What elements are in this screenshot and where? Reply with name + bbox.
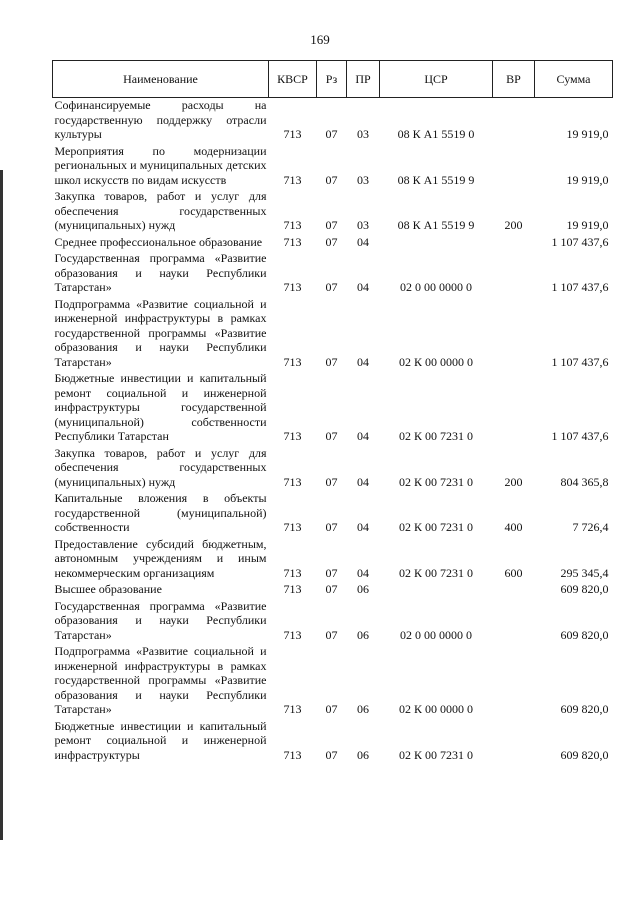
cell-kvsr: 713 (283, 218, 302, 232)
header-kvsr: КВСР (269, 61, 317, 98)
cell-name: Государственная программа «Развитие образования и науки Республики Татарстан» (54, 251, 267, 294)
cell-rz: 07 (325, 474, 338, 489)
cell-pr: 04 (357, 429, 369, 443)
cell-csr: 02 К 00 7231 0 (398, 429, 473, 443)
cell-sum: 19 919,0 (566, 172, 609, 187)
cell-name: Закупка товаров, работ и услуг для обеспечения государственных (муниципальных) нужд (54, 445, 267, 489)
cell-vr (493, 251, 535, 297)
cell-kvsr: 713 (283, 429, 302, 443)
cell-sum: 609 820,0 (560, 627, 609, 642)
cell-rz: 07 (325, 218, 338, 232)
cell-vr: 600 (504, 565, 523, 580)
cell-vr (493, 719, 535, 765)
cell-kvsr: 713 (283, 354, 302, 369)
cell-csr: 02 0 00 0000 0 (400, 627, 472, 642)
cell-kvsr: 713 (283, 702, 302, 716)
cell-name: Высшее образование (54, 582, 162, 596)
table-row (53, 644, 613, 719)
cell-vr (493, 371, 535, 446)
header-csr: ЦСР (380, 61, 493, 98)
cell-csr (380, 235, 493, 252)
cell-vr: 200 (504, 218, 523, 232)
cell-pr: 04 (357, 280, 369, 294)
table-row (53, 371, 613, 446)
table-row (53, 235, 613, 252)
cell-sum: 804 365,8 (560, 474, 609, 489)
header-vr: ВР (493, 61, 535, 98)
cell-kvsr: 713 (283, 520, 302, 534)
cell-csr: 02 К 00 0000 0 (398, 354, 473, 369)
cell-vr (493, 98, 535, 144)
cell-pr: 06 (357, 627, 369, 642)
table-row (53, 491, 613, 537)
cell-sum: 1 107 437,6 (551, 234, 609, 249)
table-row (53, 537, 613, 583)
cell-sum: 19 919,0 (566, 218, 609, 232)
header-pr: ПР (347, 61, 380, 98)
cell-pr: 04 (357, 565, 369, 580)
cell-name: Бюджетные инвестиции и капитальный ремонт социальной и инженерной инфраструктуры (54, 718, 267, 762)
cell-pr: 03 (357, 127, 369, 141)
header-name: Наименование (53, 61, 269, 98)
cell-csr: 02 К 00 7231 0 (398, 520, 473, 534)
cell-rz: 07 (325, 234, 338, 249)
cell-name: Подпрограмма «Развитие социальной и инженерной инфраструктуры в рамках государственной программы «Развитие образования и науки Республики Татарстан» (54, 296, 267, 369)
cell-pr: 06 (357, 747, 369, 762)
table-row (53, 297, 613, 372)
cell-pr: 04 (357, 520, 369, 534)
cell-vr: 200 (504, 474, 523, 489)
header-rz: Рз (317, 61, 347, 98)
cell-pr: 04 (357, 354, 369, 369)
cell-sum: 295 345,4 (560, 565, 609, 580)
cell-rz: 07 (325, 354, 338, 369)
budget-table (52, 60, 613, 764)
table-row (53, 98, 613, 144)
cell-rz: 07 (325, 280, 338, 294)
table-row (53, 189, 613, 235)
cell-sum: 7 726,4 (572, 520, 609, 534)
cell-csr: 02 0 00 0000 0 (400, 280, 472, 294)
cell-sum: 609 820,0 (560, 747, 609, 762)
cell-rz: 07 (325, 627, 338, 642)
cell-sum: 19 919,0 (566, 127, 609, 141)
cell-kvsr: 713 (283, 747, 302, 762)
cell-rz: 07 (325, 172, 338, 187)
cell-name: Государственная программа «Развитие образования и науки Республики Татарстан» (54, 598, 267, 642)
table-row (53, 446, 613, 492)
cell-sum: 1 107 437,6 (551, 354, 609, 369)
cell-kvsr: 713 (283, 280, 302, 294)
table-row (53, 144, 613, 190)
cell-vr (493, 297, 535, 372)
cell-csr: 02 К 00 7231 0 (398, 474, 473, 489)
cell-kvsr: 713 (283, 172, 302, 187)
cell-name: Капитальные вложения в объекты государственной (муниципальной) собственности (54, 491, 267, 534)
table-row (53, 582, 613, 599)
cell-csr (380, 582, 493, 599)
cell-vr (493, 599, 535, 645)
cell-vr (493, 644, 535, 719)
cell-sum: 1 107 437,6 (551, 429, 609, 443)
cell-name: Закупка товаров, работ и услуг для обеспечения государственных (муниципальных) нужд (54, 189, 267, 232)
table-row (53, 599, 613, 645)
cell-rz: 07 (325, 702, 338, 716)
cell-name: Бюджетные инвестиции и капитальный ремонт социальной и инженерной инфраструктуры государственной (муниципальной) собственности Республики Татарстан (54, 371, 267, 443)
cell-name: Софинансируемые расходы на государственную поддержку отрасли культуры (54, 98, 267, 141)
cell-pr: 03 (357, 218, 369, 232)
cell-rz: 07 (325, 429, 338, 443)
cell-vr: 400 (504, 520, 523, 534)
cell-csr: 02 К 00 7231 0 (398, 565, 473, 580)
cell-pr: 06 (357, 582, 369, 596)
table-header-row (53, 61, 613, 98)
cell-pr: 04 (357, 234, 369, 249)
cell-rz: 07 (325, 747, 338, 762)
cell-sum: 1 107 437,6 (551, 280, 609, 294)
cell-kvsr: 713 (283, 565, 302, 580)
table-row (53, 251, 613, 297)
cell-name: Среднее профессиональное образование (54, 234, 263, 249)
cell-csr: 02 К 00 7231 0 (398, 747, 473, 762)
cell-rz: 07 (325, 127, 338, 141)
table-row (53, 719, 613, 765)
cell-kvsr: 713 (283, 127, 302, 141)
page-number: 169 (310, 32, 330, 47)
cell-kvsr: 713 (283, 474, 302, 489)
cell-pr: 04 (357, 474, 369, 489)
cell-rz: 07 (325, 582, 338, 596)
cell-kvsr: 713 (283, 627, 302, 642)
scan-edge-shadow (0, 170, 3, 840)
cell-csr: 08 К А1 5519 0 (397, 127, 475, 141)
cell-sum: 609 820,0 (560, 702, 609, 716)
cell-csr: 08 К А1 5519 9 (397, 218, 475, 232)
cell-name: Предоставление субсидий бюджетным, автономным учреждениям и иным некоммерческим организациям (54, 536, 267, 580)
cell-rz: 07 (325, 565, 338, 580)
cell-kvsr: 713 (283, 582, 302, 596)
cell-name: Подпрограмма «Развитие социальной и инженерной инфраструктуры в рамках государственной программы «Развитие образования и науки Республики Татарстан» (54, 644, 267, 716)
cell-kvsr: 713 (283, 234, 302, 249)
header-sum: Сумма (535, 61, 613, 98)
cell-pr: 06 (357, 702, 369, 716)
cell-pr: 03 (357, 172, 369, 187)
cell-sum: 609 820,0 (560, 582, 609, 596)
cell-name: Мероприятия по модернизации региональных и муниципальных детских школ искусств по видам искусств (54, 143, 267, 187)
cell-csr: 08 К А1 5519 9 (397, 172, 475, 187)
cell-vr (493, 144, 535, 190)
cell-csr: 02 К 00 0000 0 (398, 702, 473, 716)
cell-vr (493, 582, 535, 599)
cell-vr (493, 235, 535, 252)
cell-rz: 07 (325, 520, 338, 534)
